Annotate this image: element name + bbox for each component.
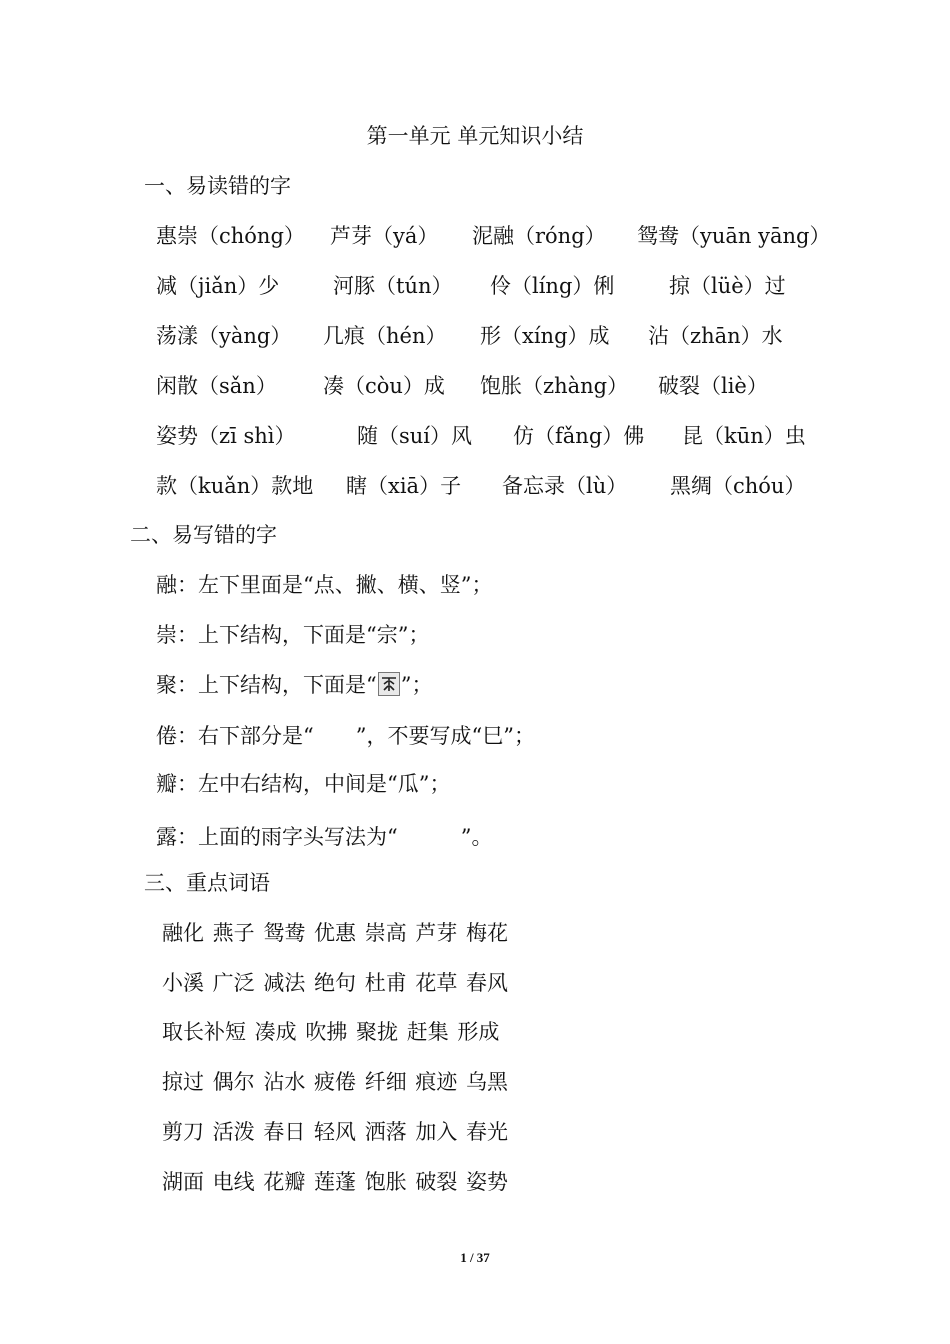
misread-word: 瞎（xiā）子: [346, 474, 462, 498]
miswritten-item: 倦：右下部分是“ ”，不要写成“巳”；: [156, 724, 535, 748]
misread-word: 备忘录（lù）: [502, 474, 628, 498]
miswritten-item: 融：左下里面是“点、撇、横、竖”；: [156, 573, 493, 597]
misread-word: 破裂（liè）: [658, 374, 768, 398]
miswritten-item-text: ”；: [400, 673, 433, 697]
section-heading-key-words: 三、重点词语: [144, 871, 270, 895]
key-words-row: 小溪 广泛 减法 绝句 杜甫 花草 春风: [162, 971, 509, 995]
character-component-image: [378, 672, 400, 696]
misread-word: 凑（còu）成: [323, 374, 445, 398]
key-words-row: 湖面 电线 花瓣 莲蓬 饱胀 破裂 姿势: [162, 1170, 509, 1194]
misread-word: 鸳鸯（yuān yāng）: [637, 224, 831, 248]
section-heading-misread: 一、易读错的字: [144, 174, 291, 198]
misread-word: 减（jiǎn）少: [156, 274, 280, 298]
miswritten-item: 露：上面的雨字头写法为“ ”。: [156, 825, 493, 849]
page-title: 第一单元 单元知识小结: [366, 124, 584, 148]
key-words-row: 融化 燕子 鸳鸯 优惠 崇高 芦芽 梅花: [162, 921, 509, 945]
misread-word: 惠崇（chóng）: [156, 224, 305, 248]
misread-word: 几痕（hén）: [323, 324, 447, 348]
misread-word: 昆（kūn）虫: [682, 424, 806, 448]
miswritten-item: 崇：上下结构，下面是“宗”；: [156, 623, 430, 647]
misread-word: 闲散（sǎn）: [156, 374, 277, 398]
misread-word: 随（suí）风: [357, 424, 473, 448]
misread-word: 款（kuǎn）款地: [156, 474, 314, 498]
miswritten-item: [156, 671, 433, 699]
misread-word: 沾（zhān）水: [648, 324, 783, 348]
key-words-row: 取长补短 凑成 吹拂 聚拢 赶集 形成: [162, 1020, 500, 1044]
misread-word: 河豚（tún）: [333, 274, 453, 298]
miswritten-item-text: 聚：上下结构，下面是“: [156, 673, 377, 697]
page-number: 1 / 37: [460, 1250, 490, 1265]
misread-word: 黑绸（chóu）: [670, 474, 806, 498]
misread-word: 姿势（zī shì）: [156, 424, 296, 448]
misread-word: 泥融（róng）: [472, 224, 606, 248]
misread-word: 伶（líng）俐: [490, 274, 615, 298]
key-words-row: 掠过 偶尔 沾水 疲倦 纤细 痕迹 乌黑: [162, 1070, 509, 1094]
section-heading-miswritten: 二、易写错的字: [130, 523, 277, 547]
misread-word: 仿（fǎng）佛: [513, 424, 645, 448]
key-words-row: 剪刀 活泼 春日 轻风 洒落 加入 春光: [162, 1120, 509, 1144]
misread-word: 饱胀（zhàng）: [480, 374, 629, 398]
miswritten-item: 瓣：左中右结构，中间是“瓜”；: [156, 772, 451, 796]
misread-word: 形（xíng）成: [480, 324, 610, 348]
misread-word: 掠（lüè）过: [669, 274, 786, 298]
misread-word: 芦芽（yá）: [330, 224, 439, 248]
misread-word: 荡漾（yàng）: [156, 324, 292, 348]
